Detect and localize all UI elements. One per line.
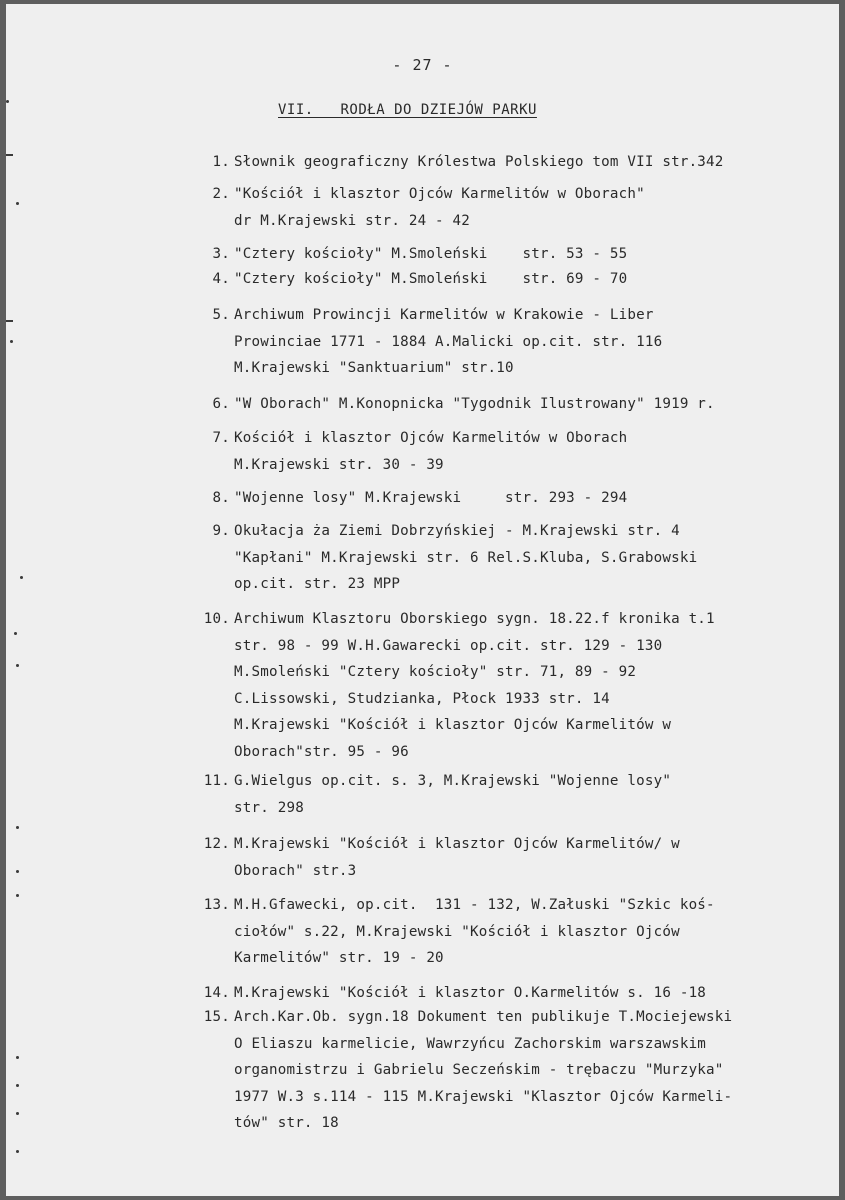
entry-number: 3. [212, 246, 230, 262]
entry-number: 1. [212, 154, 230, 170]
scan-speck [16, 870, 19, 873]
page-number: - 27 - [392, 56, 453, 74]
entry-text: Kościół i klasztor Ojców Karmelitów w Oborach M.Krajewski str. 30 - 39 [234, 430, 628, 473]
footnote-entry-13 [194, 892, 834, 972]
footnote-entry-14 [194, 980, 834, 1007]
entry-text: Archiwum Klasztoru Oborskiego sygn. 18.22.f kronika t.1 str. 98 - 99 W.H.Gawarecki op.cit. str. 129 - 130 M.Smoleński "Cztery kościoły" str. 71, 89 - 92 C.Lissowski, Studzianka, Płock 1933 str. 14 M.Krajewski "Kościół i klasztor Ojców Karmelitów w Oborach"str. 95 - 96 [234, 611, 715, 760]
entry-number: 4. [212, 271, 230, 287]
scan-mark [6, 154, 13, 156]
entry-text: M.Krajewski "Kościół i klasztor O.Karmelitów s. 16 -18 [234, 985, 707, 1001]
document-page [6, 4, 839, 1196]
footnote-entry-8 [194, 485, 834, 512]
entry-text: Archiwum Prowincji Karmelitów w Krakowie - Liber Prowinciae 1771 - 1884 A.Malicki op.cit. str. 116 M.Krajewski "Sanktuarium" str.10 [234, 307, 663, 376]
scan-mark [6, 320, 13, 322]
entry-number: 6. [212, 396, 230, 412]
entry-text: "Kościół i klasztor Ojców Karmelitów w Oborach" dr M.Krajewski str. 24 - 42 [234, 186, 645, 229]
entry-number: 11. [203, 773, 230, 789]
scan-speck [16, 664, 19, 667]
scan-speck [10, 340, 13, 343]
entry-number: 9. [212, 523, 230, 539]
entry-text: "Wojenne losy" M.Krajewski str. 293 - 294 [234, 490, 628, 506]
scan-speck [16, 1056, 19, 1059]
entry-text: G.Wielgus op.cit. s. 3, M.Krajewski "Wojenne losy" str. 298 [234, 773, 672, 816]
entry-text: Arch.Kar.Ob. sygn.18 Dokument ten publikuje T.Mociejewski O Eliaszu karmelicie, Wawrzyńcu Zachorskim warszawskim organomistrzu i Gabrielu Seczeńskim - trębaczu "Murzyka" 1977 W.3 s.114 - 115 M.Krajewski "Klasztor Ojców Karmeli- tów" str. 18 [234, 1009, 733, 1131]
footnote-entry-4 [194, 266, 834, 293]
entry-number: 2. [212, 186, 230, 202]
entry-number: 13. [203, 897, 230, 913]
footnote-entry-10 [194, 606, 834, 765]
scan-speck [16, 1084, 19, 1087]
footnote-entry-2 [194, 181, 834, 234]
footnote-entry-9 [194, 518, 834, 598]
footnote-entry-1 [194, 149, 834, 176]
entry-number: 8. [212, 490, 230, 506]
entry-text: Okułacja ża Ziemi Dobrzyńskiej - M.Krajewski str. 4 "Kapłani" M.Krajewski str. 6 Rel.S.Kluba, S.Grabowski op.cit. str. 23 MPP [234, 523, 698, 592]
footnote-entry-11 [194, 768, 834, 821]
scan-speck [6, 100, 9, 103]
footnote-entry-15 [194, 1004, 834, 1137]
scan-speck [16, 826, 19, 829]
entry-number: 5. [212, 307, 230, 323]
entry-number: 10. [203, 611, 230, 627]
entry-text: M.Krajewski "Kościół i klasztor Ojców Karmelitów/ w Oborach" str.3 [234, 836, 680, 879]
entry-number: 12. [203, 836, 230, 852]
scan-speck [16, 1112, 19, 1115]
scan-speck [20, 576, 23, 579]
entry-number: 14. [203, 985, 230, 1001]
scan-speck [16, 1150, 19, 1153]
footnote-entry-3 [194, 241, 834, 268]
entry-text: "Cztery kościoły" M.Smoleński str. 53 - 55 [234, 246, 628, 262]
entry-number: 15. [203, 1009, 230, 1025]
scan-speck [14, 632, 17, 635]
entry-text: "Cztery kościoły" M.Smoleński str. 69 - 70 [234, 271, 628, 287]
scan-speck [16, 202, 19, 205]
entry-number: 7. [212, 430, 230, 446]
entry-text: Słownik geograficzny Królestwa Polskiego tom VII str.342 [234, 154, 724, 170]
entry-text: M.H.Gfawecki, op.cit. 131 - 132, W.Załuski "Szkic koś- ciołów" s.22, M.Krajewski "Kościół i klasztor Ojców Karmelitów" str. 19 - 20 [234, 897, 715, 966]
footnote-entry-5 [194, 302, 834, 382]
entry-text: "W Oborach" M.Konopnicka "Tygodnik Ilustrowany" 1919 r. [234, 396, 715, 412]
footnote-entry-6 [194, 391, 834, 418]
footnote-entry-7 [194, 425, 834, 478]
section-title: VII. RODŁA DO DZIEJÓW PARKU [278, 102, 537, 118]
scan-speck [16, 894, 19, 897]
footnote-entry-12 [194, 831, 834, 884]
